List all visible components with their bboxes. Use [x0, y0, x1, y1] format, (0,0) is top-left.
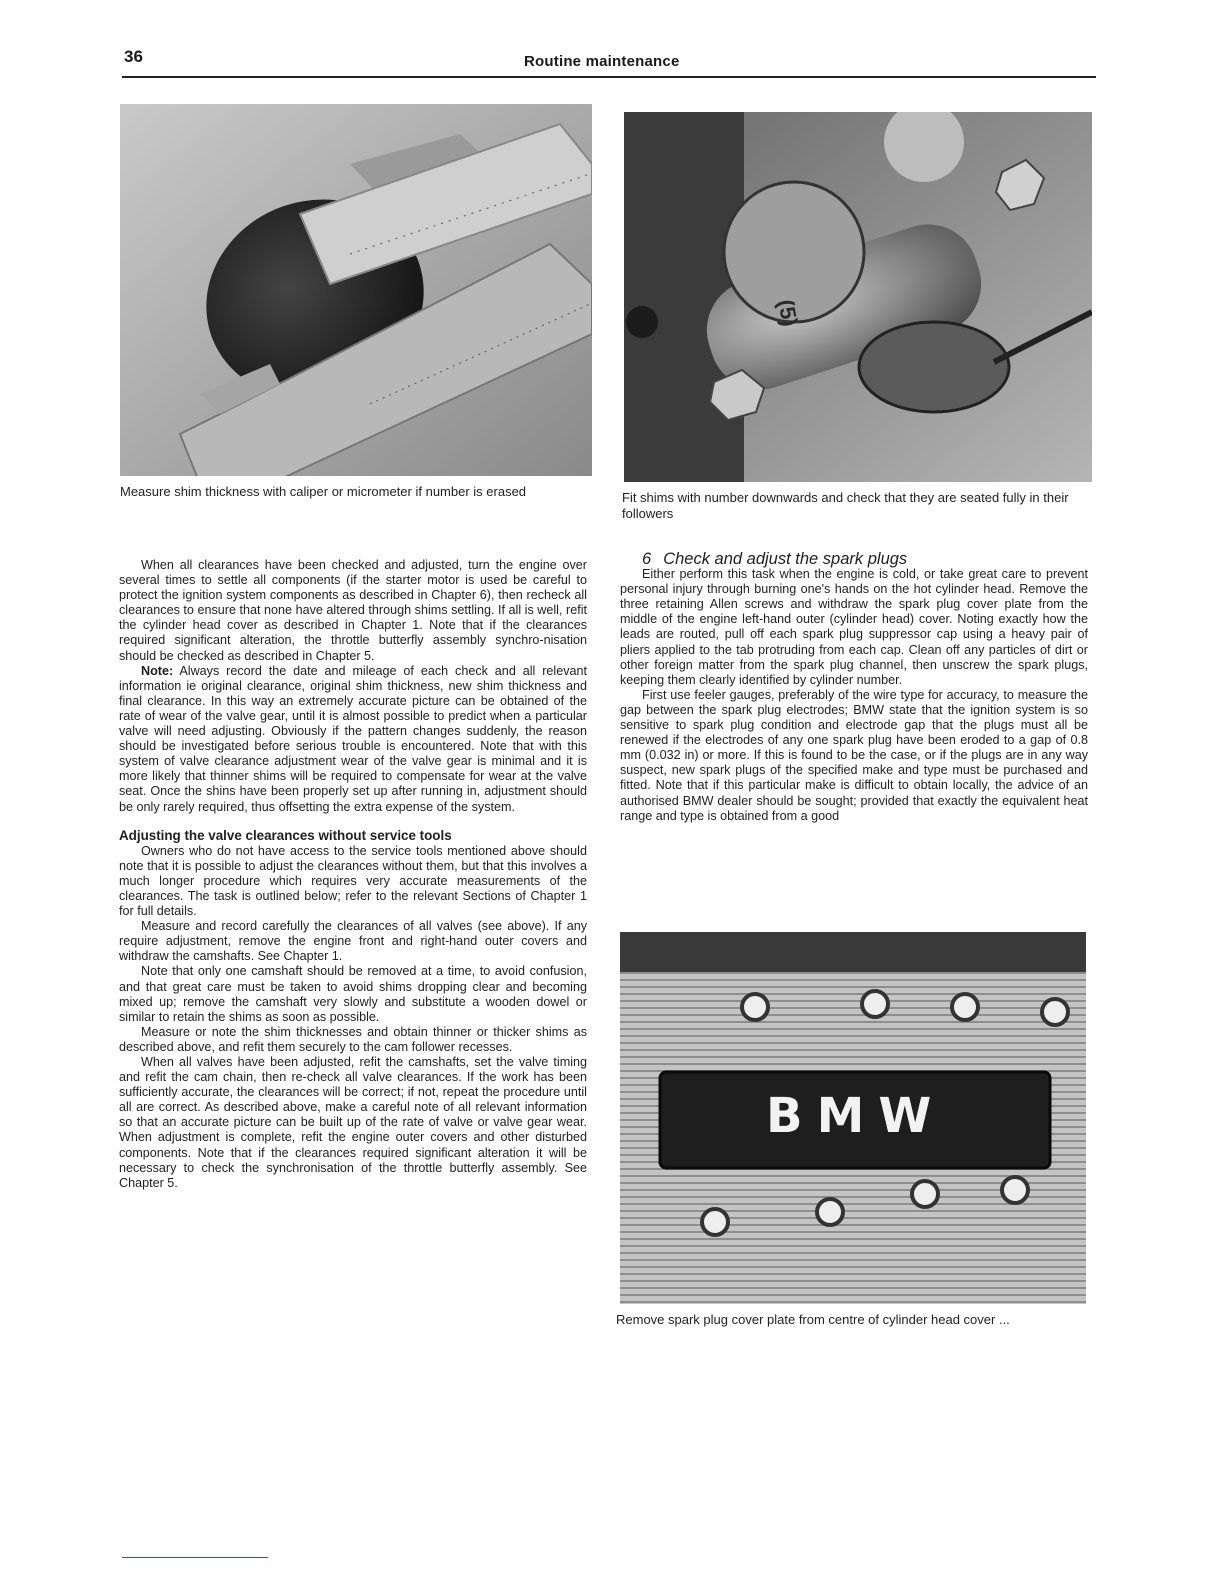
bmw-logo: BMW: [766, 1088, 946, 1144]
cylinder-head-cover-photo: [620, 932, 1086, 1304]
right-text-column: [620, 552, 1088, 824]
paragraph: Owners who do not have access to the service tools mentioned above should note that it is possible to adjust the clearances without them, but that this involves a much longer procedure which requires very accurate measurements of the clearances. The task is outlined below; refer to the relevant Sections of Chapter 1 for full details.: [119, 843, 587, 919]
section-title: Check and adjust the spark plugs: [663, 550, 908, 568]
shim-number-mark: (5): [773, 297, 803, 329]
subheading: Adjusting the valve clearances without service tools: [119, 827, 452, 843]
caliper-caption: Measure shim thickness with caliper or micrometer if number is erased: [120, 484, 527, 499]
running-head: Routine maintenance: [524, 53, 680, 70]
note-text: Always record the date and mileage of each check and all relevant information ie original clearance, original shim thickness, new shim thickness and final clearance. In this way an extremely accurate picture can be obtained of the rate of wear of the valve gear, until it is almost possible to predict when a particular valve will need adjusting. Obviously if the pattern changes suddenly, the reason should be investigated before serious trouble is encountered. Note that with this system of valve clearance adjustment wear of the valve gear is minimal and it is more likely that thinner shims will be required to compensate for wear at the valve seat. Once the shins have been properly set up after running in, adjustment should be only rarely required, thus offsetting the extra expense of the system.: [119, 663, 587, 814]
left-text-column: [119, 558, 587, 1191]
note-paragraph: [119, 664, 587, 815]
section-heading: [620, 552, 1088, 567]
paragraph: When all valves have been adjusted, refit the camshafts, set the valve timing and refit the cam chain, then re-check all valve clearances. If the work has been sufficiently accurate, the clearances will be correct; if not, repeat the procedure until all are correct. As described above, make a careful note of all relevant information so that an accurate picture can be built up of the rate of valve or valve gear wear. When adjustment is complete, refit the engine outer covers and other disturbed components. Note that if the clearances required significant alteration it will be necessary to check the synchronisation of the throttle butterfly assembly. See Chapter 5.: [119, 1055, 587, 1190]
paragraph: Measure or note the shim thicknesses and obtain thinner or thicker shims as described above, and refit them securely to the cam follower recesses.: [119, 1024, 587, 1054]
paragraph: First use feeler gauges, preferably of the wire type for accuracy, to measure the gap between the spark plug electrodes; BMW state that the ignition system is so sensitive to spark plug condition and electrode gap that the plugs must all be renewed if the electrodes of any one spark plug have been eroded to a gap of 0.8 mm (0.032 in) or more. If this is found to be the case, or if the plugs are in any way suspect, new spark plugs of the specified make and type must be purchased and fitted. Note that if this particular make is difficult to obtain locally, the advice of an authorised BMW dealer should be sought; provided that exactly the equivalent heat range and type is obtained from a good: [620, 687, 1088, 823]
caliper-photo: [120, 104, 592, 476]
paragraph: Measure and record carefully the clearances of all valves (see above). If any require adjustment, remove the engine front and right-hand outer covers and withdraw the camshafts. See Chapter 1.: [119, 919, 587, 964]
note-label: Note:: [141, 663, 174, 678]
paragraph: When all clearances have been checked and adjusted, turn the engine over several times to settle all components (if the starter motor is used be careful to protect the ignition system components as described in Chapter 6), then recheck all clearances to ensure that none have altered through shims settling. If all is well, refit the cylinder head cover as described in Chapter 1. Note that if the clearances required significant alteration, the throttle butterfly assembly synchro-nisation should be checked as described in Chapter 5.: [119, 558, 587, 663]
page-number: 36: [124, 47, 143, 66]
cover-plate-caption: Remove spark plug cover plate from centre of cylinder head cover ...: [616, 1312, 1010, 1327]
shim-fitting-caption: Fit shims with number downwards and check that they are seated fully in their followers: [622, 490, 1069, 521]
footnote-rule: [122, 1557, 268, 1558]
section-number: 6: [642, 550, 652, 568]
paragraph: Either perform this task when the engine is cold, or take great care to prevent personal injury through burning one's hands on the hot cylinder head. Remove the three retaining Allen screws and withdraw the spark plug cover plate from the middle of the engine left-hand outer (cylinder head) cover. Noting exactly how the leads are routed, pull off each spark plug suppressor cap using a heavy pair of pliers applied to the tab protruding from each cap. Clean off any particles of dirt or other foreign matter from the spark plug channel, then unscrew the spark plugs, keeping them clearly identified by cylinder number.: [620, 567, 1088, 687]
header-rule: [122, 76, 1096, 78]
shim-fitting-photo: [624, 112, 1092, 482]
paragraph: Note that only one camshaft should be removed at a time, to avoid confusion, and that great care must be taken to avoid shims dropping clear and becoming mixed up; remove the camshaft very slowly and substitute a wooden dowel or similar to retain the shims as soon as possible.: [119, 964, 587, 1024]
